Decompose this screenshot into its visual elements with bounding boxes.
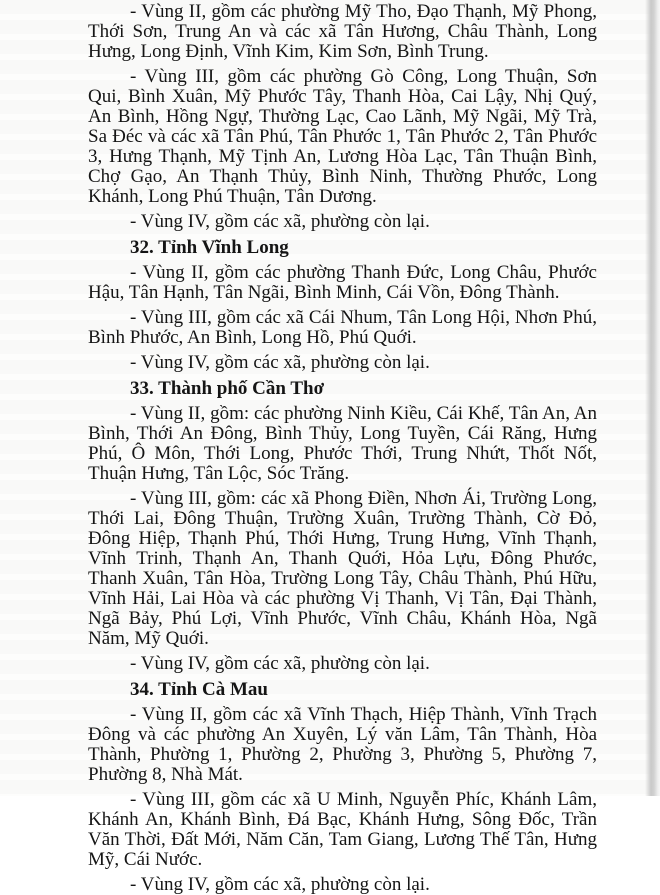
paragraph-region-iv: - Vùng IV, gồm các xã, phường còn lại. <box>130 874 430 895</box>
paragraph-region-ii: - Vùng II, gồm: các phường Ninh Kiều, Cái Khế, Tân An, An Bình, Thới An Đông, Bình Thủy, Long Tuyền, Cái Răng, Hưng Phú, Ô Môn, Thới Long, Phước Thới, Trung Nhứt, Thốt Nốt, Thuận Hưng, Tân Lộc, Sóc Trăng. <box>88 403 597 484</box>
document-text-block <box>88 2 597 895</box>
scan-page-edge <box>645 0 660 796</box>
section-heading-32: 32. Tỉnh Vĩnh Long <box>130 237 289 258</box>
paragraph-region-iv: - Vùng IV, gồm các xã, phường còn lại. <box>130 211 430 232</box>
paragraph-region-iv: - Vùng IV, gồm các xã, phường còn lại. <box>130 653 430 674</box>
paragraph-region-iv: - Vùng IV, gồm các xã, phường còn lại. <box>130 352 430 373</box>
paragraph-region-ii: - Vùng II, gồm các phường Thanh Đức, Long Châu, Phước Hậu, Tân Hạnh, Tân Ngãi, Bình Minh, Cái Vồn, Đông Thành. <box>88 262 597 303</box>
paragraph-region-iii: - Vùng III, gồm các xã U Minh, Nguyễn Phíc, Khánh Lâm, Khánh An, Khánh Bình, Đá Bạc, Khánh Hưng, Sông Đốc, Trần Văn Thời, Đất Mới, Năm Căn, Tam Giang, Lương Thế Tân, Hưng Mỹ, Cái Nước. <box>88 789 597 870</box>
paragraph-region-iii: - Vùng III, gồm các phường Gò Công, Long Thuận, Sơn Qui, Bình Xuân, Mỹ Phước Tây, Thanh Hòa, Cai Lậy, Nhị Quý, An Bình, Hồng Ngự, Thường Lạc, Cao Lãnh, Mỹ Ngãi, Mỹ Trà, Sa Đéc và các xã Tân Phú, Tân Phước 1, Tân Phước 2, Tân Phước 3, Hưng Thạnh, Mỹ Tịnh An, Lương Hòa Lạc, Tân Thuận Bình, Chợ Gạo, An Thạnh Thủy, Bình Ninh, Thường Phước, Long Khánh, Long Phú Thuận, Tân Dương. <box>88 66 597 207</box>
paragraph-region-iii: - Vùng III, gồm các xã Cái Nhum, Tân Long Hội, Nhơn Phú, Bình Phước, An Bình, Long Hồ, Phú Quới. <box>88 307 597 348</box>
section-heading-34: 34. Tỉnh Cà Mau <box>130 679 268 700</box>
section-heading-33: 33. Thành phố Cần Thơ <box>130 378 325 399</box>
paragraph-region-ii: - Vùng II, gồm các xã Vĩnh Thạch, Hiệp Thành, Vĩnh Trạch Đông và các phường An Xuyên, Lý văn Lâm, Tân Thành, Hòa Thành, Phường 1, Phường 2, Phường 3, Phường 5, Phường 7, Phường 8, Nhà Mát. <box>88 704 597 785</box>
paragraph-region-iii: - Vùng III, gồm: các xã Phong Điền, Nhơn Ái, Trường Long, Thới Lai, Đông Thuận, Trường Xuân, Trường Thành, Cờ Đỏ, Đông Hiệp, Thạnh Phú, Thới Hưng, Trung Hưng, Vĩnh Thạnh, Vĩnh Trinh, Thạnh An, Thanh Quới, Hỏa Lựu, Đông Phước, Thanh Xuân, Tân Hòa, Trường Long Tây, Châu Thành, Phú Hữu, Vĩnh Hải, Lai Hòa và các phường Vị Thanh, Vị Tân, Đại Thành, Ngã Bảy, Phú Lợi, Vĩnh Phước, Vĩnh Châu, Khánh Hòa, Ngã Năm, Mỹ Quới. <box>88 488 597 649</box>
paragraph-region-ii: - Vùng II, gồm các phường Mỹ Tho, Đạo Thạnh, Mỹ Phong, Thới Sơn, Trung An và các xã Tân Hương, Châu Thành, Long Hưng, Long Định, Vĩnh Kim, Kim Sơn, Bình Trung. <box>88 1 597 62</box>
